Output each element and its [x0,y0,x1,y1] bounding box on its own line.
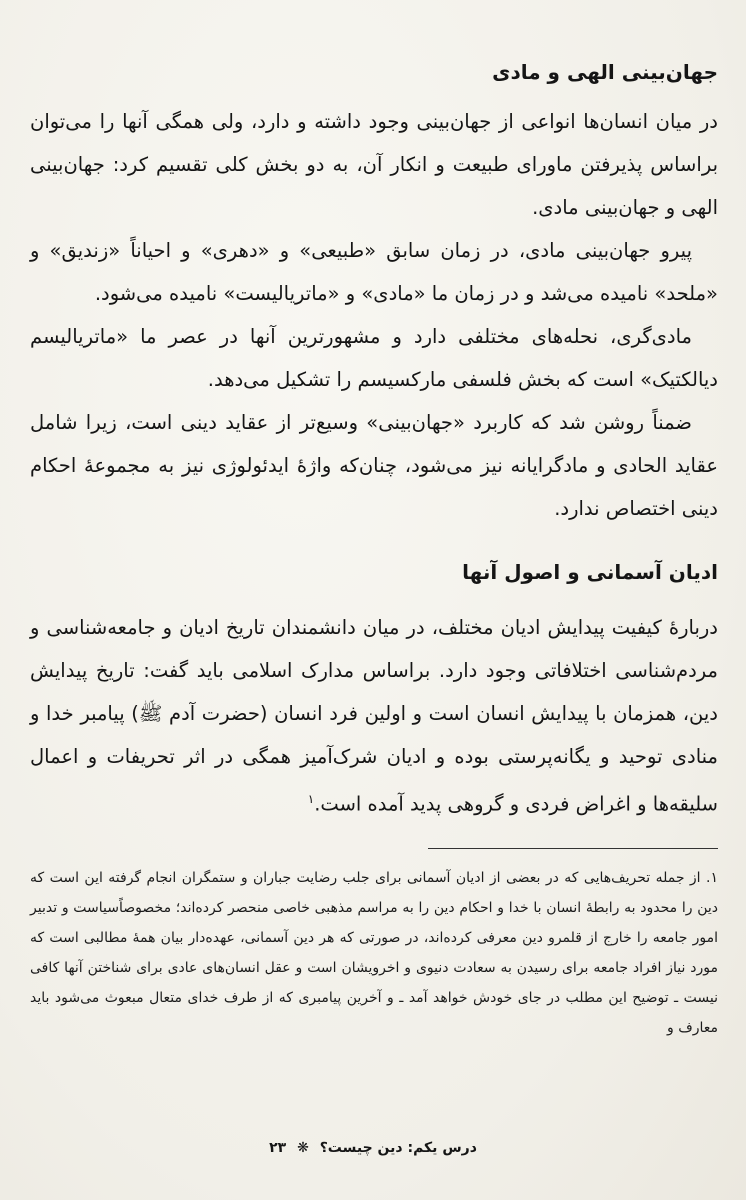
footer-ornament-icon: ❋ [297,1140,309,1156]
footnote-reference[interactable]: ۱ [307,792,315,806]
section-heading-divine-religions: ادیان آسمانی و اصول آنها [462,560,718,584]
paragraph-worldview-types: در میان انسان‌ها انواعی از جهان‌بینی وجود داشته و دارد، ولی همگی آنها را می‌توان براساس پذیرفتن ماورای طبیعت و انکار آن، به دو بخش کلی تقسیم کرد: جهان‌بینی الهی و جهان‌بینی مادی. [30,110,718,219]
footnote-divider [428,848,718,849]
paragraph-religion-origin [30,606,718,826]
paragraph-materialist-names: پیرو جهان‌بینی مادی، در زمان سابق «طبیعی» و «دهری» و احیاناً «زندیق» و «ملحد» نامیده می‌شد و در زمان ما «مادی» و «ماتریالیست» نامیده می‌شود. [30,239,718,305]
footnote-text: ۱. از جمله تحریف‌هایی که در بعضی از ادیان آسمانی برای جلب رضایت جباران و ستمگران انجام گرفته این است که دین را محدود به رابطهٔ انسان با خدا و احکام دین را به مراسم مذهبی خاصی منحصر کرده‌اند؛ مخصوصاً‌سیاست و تدبیر امور جامعه را خارج از قلمرو دین معرفی کرده‌اند، در صورتی که هر دین آسمانی، عهده‌دار بیان همهٔ مطالبی است که مورد نیاز افراد جامعه برای رسیدن به سعادت دنیوی و اخرویشان است و عقل انسان‌های عادی برای شناختن آنها کافی نیست ـ توضیح این مطلب در جای خودش خواهد آمد ـ و آخرین پیامبری که از طرف خدای متعال مبعوث می‌شود باید معارف و [30,869,718,1036]
paragraph-worldview-scope: ضمناً روشن شد که کاربرد «جهان‌بینی» وسیع‌تر از عقاید دینی است، زیرا شامل عقاید الحادی و مادگرایانه نیز می‌شود، چنان‌که واژهٔ ایدئولوژی نیز به مجموعهٔ احکام دینی اختصاص ندارد. [30,411,718,520]
page-number: ۲۳ [269,1140,287,1156]
page-content [30,46,718,1043]
paragraph-religion-origin-text: دربارهٔ کیفیت پیدایش ادیان مختلف، در میان دانشمندان تاریخ ادیان و جامعه‌شناسی و مردم‌شناسی اختلافاتی وجود دارد. براساس مدارک اسلامی باید گفت: تاریخ پیدایش دین، همزمان با پیدایش انسان است و اولین فرد انسان (حضرت آدم ﷺ) پیامبر خدا و منادی توحید و یگانه‌پرستی بوده و ادیان شرک‌آمیز همگی در اثر تحریفات و اعمال سلیقه‌ها و اغراض فردی و گروهی پدید آمده است. [30,616,718,816]
page-footer [0,1140,746,1156]
paragraph-materialism-schools: مادی‌گری، نحله‌های مختلفی دارد و مشهورترین آنها در عصر ما «ماتریالیسم دیالکتیک» است که بخش فلسفی مارکسیسم را تشکیل می‌دهد. [30,325,718,391]
running-title: درس یکم: دین چیست؟ [319,1140,477,1156]
section-heading-materialist-divine-worldview: جهان‌بینی الهی و مادی [492,60,718,84]
